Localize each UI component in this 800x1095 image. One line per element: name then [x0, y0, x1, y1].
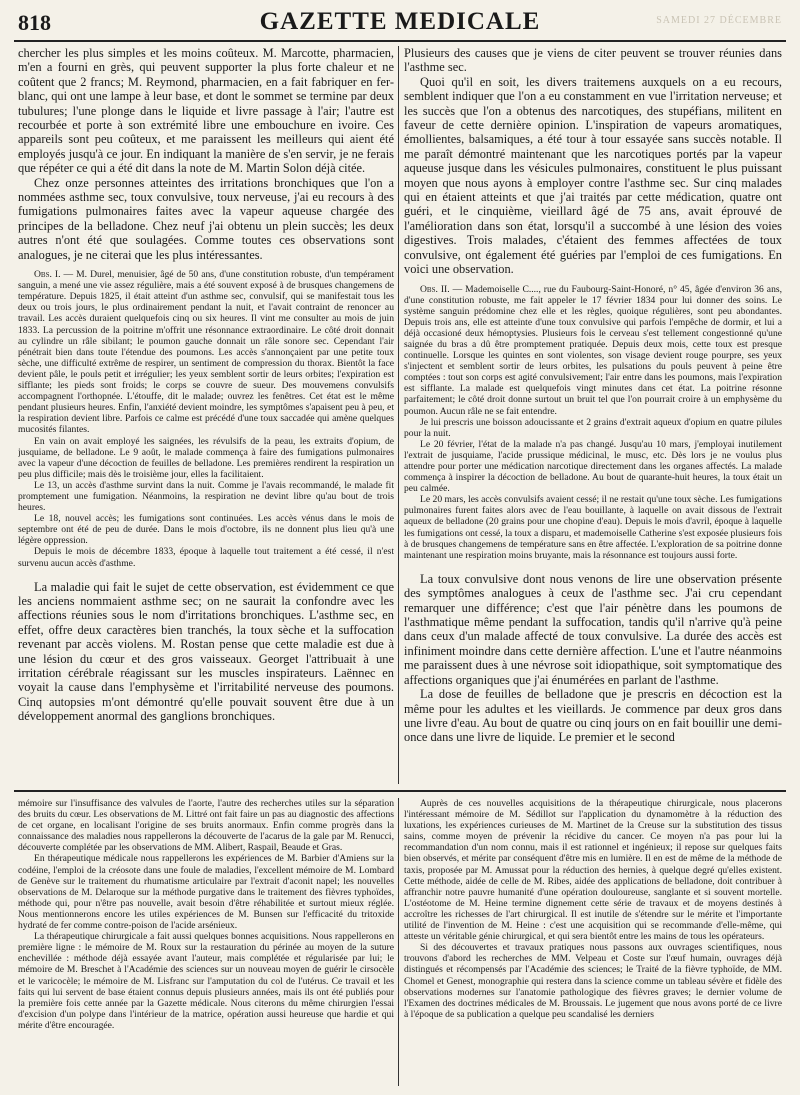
- observation-paragraph: [404, 284, 782, 417]
- column-right-top: [404, 46, 782, 784]
- page-number: 818: [18, 10, 51, 35]
- page-header: [14, 6, 786, 42]
- observation-label: Obs. I.: [34, 269, 61, 281]
- paragraph: Le 20 février, l'état de la malade n'a pas changé. Jusqu'au 10 mars, j'employai inutilement l'extrait de jusquiame, l'acide prussique médicinal, le musc, etc. Dès lors je ne voulus plus attendre pour porter une médication narcotique directement dans les organes affectés. La malade commença à inspirer la décoction de belladone. Au bout de quarante-huit heures, la toux était un peu calmée.: [404, 438, 782, 495]
- paragraph: La dose de feuilles de belladone que je prescris en décoction est la même pour les adultes et les vieillards. Je commence par deux gros dans une livre d'eau. Au bout de quatre ou cinq jours on en fait bouillir une demi-once dans une livre de liquide. Le premier et le second: [404, 687, 782, 745]
- observation-text: — M. Durel, menuisier, âgé de 50 ans, d'une constitution robuste, d'un tempérament sanguin, a mené une vie assez régulière, mais a été souvent exposé à de brusques changemens de température. Depuis 1825, il était atteint d'un asthme sec, convulsif, qui se manifestait tous les deux ou trois jours, le plus ordinairement pendant la nuit, et l'avait contraint de renoncer au travail. Les accès duraient quelquefois cinq ou six heures. Il vint me consulter au mois de juin 1833. La percussion de la poitrine m'offrit une résonnance extraordinaire. Le côté droit donnait au cylindre un râle sibilant; le poumon gauche donnait un râle sonore sec. Cependant l'air pénétrait bien dans toute l'étendue des poumons. Les accès s'annonçaient par une petite toux sèche, une difficulté extrême de respirer, un sentiment de compression du thorax. Bientôt la face devient pâle, le pouls petit et irrégulier; les yeux semblent sortir de leurs orbites; l'expiration est sifflante; les pieds sont froids; le corps se couvre de sueur. Des mouvemens convulsifs accompagnent l'orthopnée. L'étouffe, dit le malade; ouvrez les fenêtres. Cet état est le même pendant plusieurs heures. Enfin, l'anxiété devient moindre, les symptômes s'apaisent peu à peu, et la respiration devient libre. Parfois ce calme est précédé d'une toux saccadée qui amène quelques mucosités filantes.: [18, 269, 394, 436]
- observation-paragraph: [18, 269, 394, 435]
- paragraph: Si des découvertes et travaux pratiques nous passons aux ouvrages scientifiques, nous trouvons d'abord les recherches de MM. Velpeau et Coste sur l'œuf humain, ouvrages déjà distingués et récompensés par l'Académie des sciences; le Traité de la fièvre typhoïde, de MM. Chomel et Genest, monographie qui restera dans la science comme un tableau sévère et fidèle des observations modernes sur l'anatomie pathologique des fièvres graves; le dernier volume de l'Examen des doctrines médicales de M. Broussais. Le jugement que nous avons porté de ce livre à l'époque de sa publication a quelque peu scandalisé les derniers: [404, 942, 782, 1020]
- paragraph: Auprès de ces nouvelles acquisitions de la thérapeutique chirurgicale, nous placerons l'intéressant mémoire de M. Sédillot sur l'application du dynamomètre à la réduction des luxations, les expériences curieuses de M. Martinet de la Creuse sur la substitution des tissus sains, comme moyen de prévenir la récidive du cancer. Ce moyen n'a pas pour lui la recommandation d'un nom connu, mais il est rationnel et ingénieux; il repose sur quelques faits bien observés, et mérite par conséquent d'être mis en lumière. Il en est de même de la méthode de taxis, proposée par M. Amussat pour la réduction des hernies, à quelque degré qu'elles existent. Cette méthode, aidée de celle de M. Ribes, aidée des applications de belladone, doit contribuer à affranchir notre pauvre humanité d'une opération douloureuse, sanglante et si souvent mortelle. L'ostéotome de M. Heine termine dignement cette série de travaux et de moyens destinés à accroître les richesses de l'art chirurgical. Il est inutile de s'étendre sur le mérite et l'importante utilité de l'invention de M. Heine : c'est une acquisition qui se recommande d'elle-même, qui atteste un véritable génie chirurgical, et qui sera bientôt entre les mains de tous les opérateurs.: [404, 798, 782, 943]
- section-divider: [14, 790, 786, 792]
- paragraph: Le 13, un accès d'asthme survint dans la nuit. Comme je l'avais recommandé, le malade fit promptement une fumigation. Néanmoins, la respiration ne devint libre qu'au bout de trois heures.: [18, 479, 394, 514]
- column-divider-bottom: [398, 798, 399, 1086]
- observation-text: — Mademoiselle C...., rue du Faubourg-Saint-Honoré, n° 45, âgée d'environ 36 ans, d'une constitution robuste, me fait appeler le 17 février 1834 pour lui donner des soins. Le système sanguin prédomine chez elle et les règles, quoique régulières, sont peu abondantes. Depuis trois ans, elle est atteinte d'une toux convulsive qui parfois l'empêche de dormir, et lui a déjà occasioné deux hémoptysies. Plusieurs fois le cerveau s'est tellement congestionné qu'une saignée du bras a dû être promptement pratiquée. Depuis deux mois, cette toux est presque continuelle. Lorsque les quintes en sont violentes, son visage devient rouge pourpre, ses yeux s'injectent et semblent sortir de leurs orbites, les pulsations du pouls peuvent à peine être comptées : tout son corps est agité convulsivement; l'air entre dans les poumons, mais l'expiration est sifflante. La malade est quelquefois vingt minutes dans cet état. La poitrine résonne parfaitement; le côté droit donne surtout un bruit tel que l'on pourrait croire à un emphysème du poumon. Aucun râle ne se fait entendre.: [404, 283, 782, 417]
- observation-label: Obs. II.: [420, 283, 450, 295]
- paragraph: Quoi qu'il en soit, les divers traitemens auxquels on a eu recours, semblent indiquer que l'on a eu constamment en vue l'irritation nerveuse; et les succès que l'on a obtenus des narcotiques, des stupéfians, militent en faveur de cette dernière opinion. L'inspiration de vapeurs aromatiques, émollientes, balsamiques, a été tour à tour essayée sans succès notable. Il me paraît démontré maintenant que les narcotiques portés par la vapeur aqueuse jusque dans les vésicules pulmonaires, constituent le plus puissant moyen que nous ayons à employer contre l'asthme sec. Sur cinq malades qui en étaient atteints et que j'ai traités par cette médication, quatre ont guéri, et le cinquième, vieillard âgé de 75 ans, avait éprouvé de l'amélioration dans son état, lorsqu'il a succombé à une lésion des voies digestives. Trois malades, c'étaient des femmes affectées de toux convulsive, ont également été guéries par l'emploi de ces fumigations. En voici une observation.: [404, 74, 782, 277]
- newspaper-page: [14, 6, 786, 1089]
- column-divider-top: [398, 46, 399, 784]
- column-left-top: [18, 46, 394, 784]
- paragraph: chercher les plus simples et les moins coûteux. M. Marcotte, pharmacien, m'en a fourni en grès, qui peuvent supporter la plus forte chaleur et ne coûtent que 2 francs; M. Reymond, pharmacien, en a fait fabriquer en fer-blanc, qui ont une lampe à leur base, et dont le sommet se termine par deux tubulures; l'une plonge dans le liquide et livre passage à l'air; l'autre est recourbée et porte à son extrémité libre une embouchure en ivoire. Ces appareils sont peu coûteux, et me paraissent les meilleurs qui aient été employés jusqu'à ce jour. En indiquant la manière de s'en servir, je ne ferais que répéter ce qui a été dit dans la note de M. Martin Solon déjà citée.: [18, 46, 394, 176]
- paragraph: Le 18, nouvel accès; les fumigations sont continuées. Les accès vénus dans le mois de septembre ont été de peu de durée. Dans le mois d'octobre, ils ne donnent plus lieu qu'à une légère oppression.: [18, 513, 394, 547]
- paragraph: La toux convulsive dont nous venons de lire une observation présente des symptômes analogues à ceux de l'asthme sec. J'ai cru cependant remarquer une différence; c'est que l'air pénètre dans les poumons de l'asthmatique même pendant la suffocation, tandis qu'il n'arrive qu'à peine dans ceux d'un malade affecté de toux convulsive. La durée des accès est infiniment moindre dans cette dernière affection. L'une et l'autre néanmoins me paraissent dues à une névrose soit idiopathique, soit symptomatique des affections organiques que j'ai énumérées en parlant de l'asthme.: [404, 571, 782, 687]
- paragraph: La thérapeutique chirurgicale a fait aussi quelques bonnes acquisitions. Nous rappellerons en première ligne : le mémoire de M. Roux sur la restauration du périnée au moyen de la suture enchevillée : méthode déjà essayée avant l'auteur, mais complétée et régularisée par lui; le mémoire de M. Breschet à l'Académie des sciences sur un nouveau moyen de guérir le cirsocèle et le varicocèle; le mémoire de M. Lisfranc sur l'amputation du col de l'utérus. Ce travail et les faits qui lui servent de base étaient connus depuis plusieurs années, mais ils ont été publiés pour la première fois cette année par la Gazette médicale. Nous citerons du même chirurgien l'essai d'excision d'un polype dans l'intérieur de la matrice, opération aussi heureuse que hardie et qui mérite d'être encouragée.: [18, 931, 394, 1031]
- paragraph: En thérapeutique médicale nous rappellerons les expériences de M. Barbier d'Amiens sur la codéine, l'emploi de la créosote dans une foule de maladies, l'excellent mémoire de M. Lombard de Genève sur le traitement du rhumatisme articulaire par l'extrait d'aconit napel; les nouvelles observations de M. Delaroque sur la méthode purgative dans le traitement des fièvres typhoïdes, méthode qui, pour n'être pas nouvelle, avait besoin d'être réhabilitée et surtout mieux réglée. Nous mentionnerons encore les utiles expériences de M. Bunsen sur l'efficacité du tritoxide hydraté de fer comme contre-poison de l'acide arsénieux.: [18, 853, 394, 932]
- paragraph: Chez onze personnes atteintes des irritations bronchiques que l'on a nommées asthme sec, toux convulsive, toux nerveuse, j'ai eu recours à des fumigations pulmonaires faites avec la vapeur aqueuse chargée des principes de la belladone. Chez neuf j'ai obtenu un plein succès; les deux autres n'ont été que soulagées. Comme toutes ces observations sont analogues, je ne citerai que les plus intéressantes.: [18, 175, 394, 262]
- journal-title: GAZETTE MEDICALE: [259, 8, 541, 35]
- paragraph: En vain on avait employé les saignées, les révulsifs de la peau, les extraits d'opium, de jusquiame, de belladone. Le 9 août, le malade commença à faire des fumigations pulmonaires avec la vapeur d'une décoction de feuilles de belladone. Les premières rendirent la respiration un peu plus difficile; mais dès le troisième jour, elles la facilitaient.: [18, 435, 394, 480]
- bleed-through-text: SAMEDI 27 DÉCEMBRE: [656, 15, 782, 26]
- paragraph: Depuis le mois de décembre 1833, époque à laquelle tout traitement a été cessé, il n'est survenu aucun accès d'asthme.: [18, 546, 394, 569]
- paragraph: Le 20 mars, les accès convulsifs avaient cessé; il ne restait qu'une toux sèche. Les fumigations pulmonaires furent faites alors avec de l'eau bouillante, à laquelle on avait dissous de l'extrait aqueux de belladone (20 grains pour une chopine d'eau). Depuis le mois d'avril, époque à laquelle les fumigations ont cessé, la toux a disparu, et mademoiselle Catherine s'est exposée plusieurs fois à de brusques changemens de température sans en être affectée. L'exploration de sa poitrine donne maintenant une respiration moins bruyante, mais la résonnance est toujours aussi forte.: [404, 494, 782, 561]
- column-left-bottom: [18, 798, 394, 1086]
- paragraph: mémoire sur l'insuffisance des valvules de l'aorte, l'autre des recherches utiles sur la séparation des bruits du cœur. Les observations de M. Littré ont fait faire un pas au diagnostic des affections de cet organe, en localisant l'origine de ses bruits anormaux. Enfin comme progrès dans la connaissance des maladies nous rappellerons la découverte de l'acarus de la gale par M. Renucci, découverte complétée par les observations de MM. Alibert, Raspail, Beaude et Gras.: [18, 798, 394, 854]
- paragraph: La maladie qui fait le sujet de cette observation, est évidemment ce que les anciens nommaient asthme sec; on ne saurait la confondre avec les affections réunies sous le nom d'irritations bronchiques. L'asthme sec, en effet, offre deux caractères bien tranchés, la toux sèche et la suffocation revenant par accès violens. M. Rostan pense que cette maladie est due à une lésion du cœur et des gros vaisseaux. Georget l'attribuait à une irritation cérébrale réagissant sur les muscles inspirateurs. Laënnec en voyait la cause dans l'emphysème et l'irritabilité nerveuse des poumons. Cinq autopsies m'ont démontré qu'elle pouvait souvent être due à un développement anormal des ganglions bronchiques.: [18, 579, 394, 724]
- column-right-bottom: [404, 798, 782, 1086]
- paragraph: Je lui prescris une boisson adoucissante et 2 grains d'extrait aqueux d'opium en quatre pilules pour la nuit.: [404, 416, 782, 439]
- paragraph: Plusieurs des causes que je viens de citer peuvent se trouver réunies dans l'asthme sec.: [404, 46, 782, 75]
